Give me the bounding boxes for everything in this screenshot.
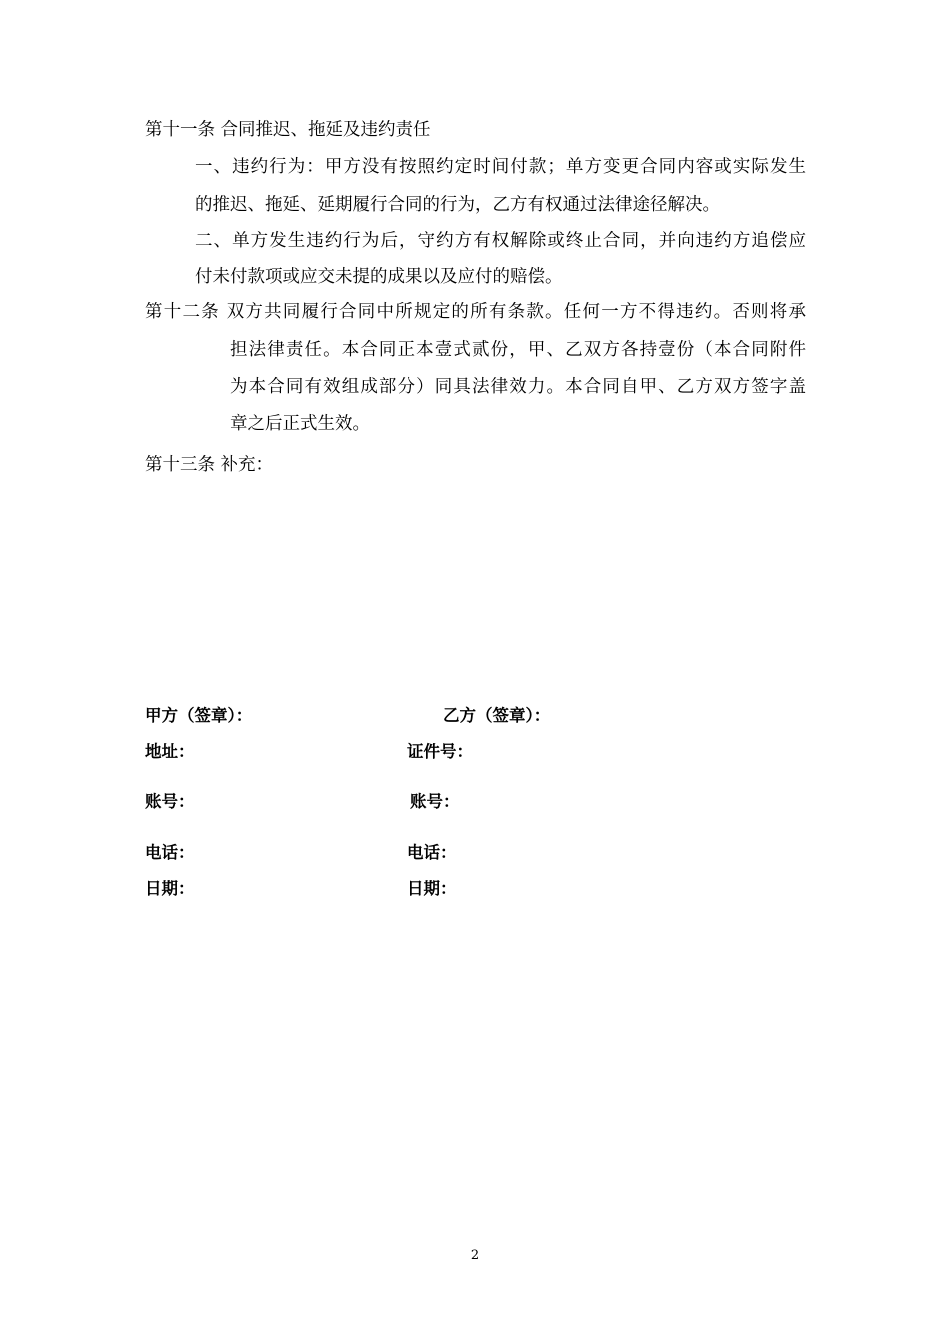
article-11-line: 一、违约行为：甲方没有按照约定时间付款；单方变更合同内容或实际发生 xyxy=(195,157,806,177)
party-a-date-label: 日期： xyxy=(145,879,195,898)
party-a-phone-label: 电话： xyxy=(145,843,195,862)
article-13-title: 第十三条 补充： xyxy=(145,455,274,475)
party-b-sign-label: 乙方（签章）： xyxy=(443,706,551,725)
party-a-sign-label: 甲方（签章）： xyxy=(145,706,253,725)
page-number: 2 xyxy=(470,1248,480,1263)
article-12-line: 章之后正式生效。 xyxy=(230,414,370,434)
party-a-address-label: 地址： xyxy=(145,742,195,761)
article-12-line: 第十二条 双方共同履行合同中所规定的所有条款。任何一方不得违约。否则将承 xyxy=(145,302,806,322)
party-b-phone-label: 电话： xyxy=(407,843,457,862)
article-11-line: 付未付款项或应交未提的成果以及应付的赔偿。 xyxy=(195,267,563,287)
party-b-id-label: 证件号： xyxy=(407,742,473,761)
article-12-line: 担法律责任。本合同正本壹式贰份，甲、乙双方各持壹份（本合同附件 xyxy=(230,340,806,360)
party-b-date-label: 日期： xyxy=(407,879,457,898)
party-b-account-label: 账号： xyxy=(410,792,460,811)
party-a-account-label: 账号： xyxy=(145,792,195,811)
article-11-title: 第十一条 合同推迟、拖延及违约责任 xyxy=(145,120,431,140)
article-11-line: 的推迟、拖延、延期履行合同的行为，乙方有权通过法律途径解决。 xyxy=(195,195,720,215)
article-12-line: 为本合同有效组成部分）同具法律效力。本合同自甲、乙方双方签字盖 xyxy=(230,377,806,397)
article-11-line: 二、单方发生违约行为后，守约方有权解除或终止合同，并向违约方追偿应 xyxy=(195,231,806,251)
